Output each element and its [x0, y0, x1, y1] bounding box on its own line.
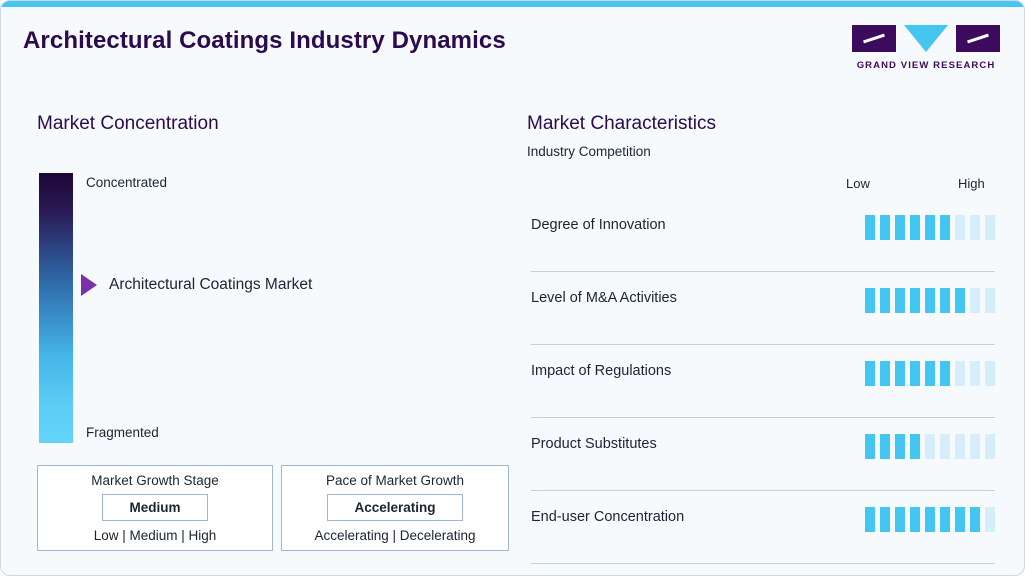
- bar-filled: [955, 288, 965, 313]
- bar-filled: [940, 215, 950, 240]
- bar-filled: [895, 215, 905, 240]
- market-characteristics-title: Market Characteristics: [527, 113, 716, 134]
- bar-empty: [985, 361, 995, 386]
- bar-filled: [940, 361, 950, 386]
- bar-filled: [910, 288, 920, 313]
- pace-value: Accelerating: [327, 494, 462, 521]
- bar-filled: [895, 434, 905, 459]
- logo-slash-right: [967, 34, 989, 44]
- bar-filled: [940, 288, 950, 313]
- characteristic-label: Product Substitutes: [531, 436, 657, 452]
- characteristic-row: [531, 491, 995, 564]
- bar-filled: [880, 215, 890, 240]
- bar-empty: [955, 215, 965, 240]
- bar-filled: [910, 361, 920, 386]
- bar-filled: [880, 288, 890, 313]
- bar-filled: [865, 288, 875, 313]
- bar-filled: [925, 215, 935, 240]
- bar-filled: [970, 507, 980, 532]
- characteristic-bar-group: [865, 507, 995, 532]
- bar-filled: [910, 507, 920, 532]
- growth-stage-value: Medium: [102, 494, 207, 521]
- characteristic-bar-group: [865, 288, 995, 313]
- concentration-top-label: Concentrated: [86, 175, 168, 190]
- top-accent-bar: [1, 1, 1024, 7]
- characteristic-row: [531, 345, 995, 418]
- logo-box-left: [852, 25, 896, 52]
- bar-filled: [895, 288, 905, 313]
- logo-slash-left: [863, 34, 885, 44]
- page-title: Architectural Coatings Industry Dynamics: [23, 27, 506, 54]
- bar-filled: [865, 215, 875, 240]
- bar-empty: [985, 434, 995, 459]
- logo-wordmark: GRAND VIEW RESEARCH: [856, 60, 996, 71]
- pace-scale: Accelerating | Decelerating: [314, 528, 476, 543]
- bar-empty: [955, 361, 965, 386]
- growth-stage-title: Market Growth Stage: [91, 473, 219, 488]
- bar-empty: [985, 507, 995, 532]
- bar-empty: [970, 215, 980, 240]
- bar-filled: [895, 361, 905, 386]
- logo-marks: [852, 25, 1000, 55]
- bar-filled: [940, 507, 950, 532]
- characteristic-row: [531, 418, 995, 491]
- bar-filled: [925, 361, 935, 386]
- concentration-gradient-bar: [39, 173, 73, 443]
- market-position-marker-icon: [81, 274, 97, 296]
- characteristic-bar-group: [865, 361, 995, 386]
- market-position-label: Architectural Coatings Market: [109, 276, 313, 293]
- logo-box-right: [956, 25, 1000, 52]
- characteristic-label: Impact of Regulations: [531, 363, 672, 379]
- characteristic-row: [531, 199, 995, 272]
- characteristics-list: [531, 199, 995, 564]
- bar-filled: [910, 434, 920, 459]
- brand-logo: [852, 25, 1000, 71]
- characteristic-bar-group: [865, 215, 995, 240]
- bar-empty: [985, 215, 995, 240]
- bar-filled: [895, 507, 905, 532]
- logo-triangle-icon: [904, 25, 948, 52]
- characteristic-label: End-user Concentration: [531, 509, 685, 525]
- concentration-bottom-label: Fragmented: [86, 425, 159, 440]
- bar-empty: [985, 288, 995, 313]
- market-characteristics-subtitle: Industry Competition: [527, 144, 651, 159]
- characteristic-label: Level of M&A Activities: [531, 290, 677, 306]
- bar-empty: [940, 434, 950, 459]
- bar-empty: [955, 434, 965, 459]
- bar-empty: [925, 434, 935, 459]
- bar-filled: [880, 434, 890, 459]
- characteristic-label: Degree of Innovation: [531, 217, 666, 233]
- bar-filled: [865, 361, 875, 386]
- bar-filled: [880, 507, 890, 532]
- bar-filled: [910, 215, 920, 240]
- bar-filled: [865, 434, 875, 459]
- market-concentration-title: Market Concentration: [37, 113, 219, 134]
- bar-empty: [970, 288, 980, 313]
- pace-of-growth-card: [281, 465, 509, 551]
- bar-filled: [925, 507, 935, 532]
- bar-empty: [970, 361, 980, 386]
- pace-title: Pace of Market Growth: [325, 473, 465, 488]
- bar-filled: [955, 507, 965, 532]
- bar-empty: [970, 434, 980, 459]
- scale-low-label: Low: [846, 176, 870, 191]
- characteristic-row: [531, 272, 995, 345]
- growth-stage-scale: Low | Medium | High: [93, 528, 217, 543]
- bar-filled: [880, 361, 890, 386]
- bar-filled: [865, 507, 875, 532]
- market-growth-stage-card: [37, 465, 273, 551]
- scale-high-label: High: [958, 176, 985, 191]
- bar-filled: [925, 288, 935, 313]
- characteristic-bar-group: [865, 434, 995, 459]
